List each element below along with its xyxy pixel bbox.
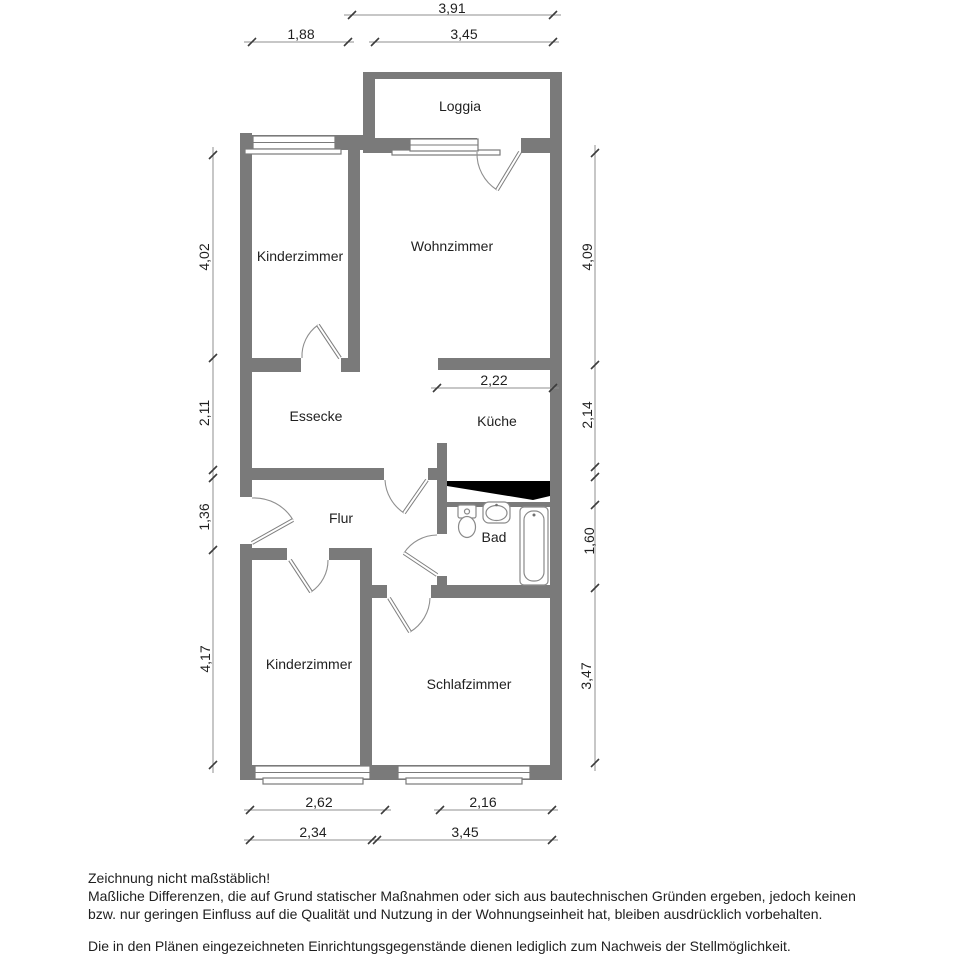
wall-kinderzimmer-schlafzimmer — [360, 548, 372, 780]
dim-kueche-222: 2,22 — [480, 372, 508, 388]
door-loggia — [477, 152, 520, 190]
wall-kinderzimmer-wohnzimmer — [348, 150, 360, 372]
dim-bottom-216: 2,16 — [469, 794, 497, 810]
dim-right-347: 3,47 — [578, 662, 594, 690]
door-entrance — [252, 498, 293, 543]
dim-left-417: 4,17 — [197, 645, 213, 673]
disclaimer-line-1: Zeichnung nicht maßstäblich! — [88, 870, 271, 886]
dim-top-188: 1,88 — [287, 26, 315, 42]
opening-schlafzimmer-door — [387, 584, 431, 599]
dim-left-211: 2,11 — [196, 399, 212, 427]
toilet-icon — [458, 505, 476, 538]
door-schlafzimmer — [389, 598, 430, 632]
dim-right-214: 2,14 — [579, 401, 595, 429]
dim-top-345: 3,45 — [450, 26, 478, 42]
opening-bad-door — [436, 534, 448, 576]
room-label-kueche: Küche — [477, 413, 517, 429]
bathtub-icon — [520, 507, 548, 585]
dim-top-391: 3,91 — [438, 0, 466, 16]
room-label-kinderzimmer-top: Kinderzimmer — [256, 248, 344, 264]
door-essecke — [385, 480, 427, 513]
wall-outer-right — [550, 72, 562, 780]
door-kinderzimmer-top — [302, 325, 340, 358]
dim-bottom-234: 2,34 — [299, 824, 327, 840]
window-schlafzimmer — [398, 766, 530, 784]
wall-wohnzimmer-kueche — [438, 358, 562, 370]
opening-kinderzimmer-bottom-door — [287, 547, 329, 561]
window-kinderzimmer-bottom — [255, 766, 370, 784]
opening-kinderzimmer-top-door — [301, 357, 341, 373]
sink-icon — [483, 502, 510, 523]
room-label-flur: Flur — [328, 510, 354, 526]
room-label-loggia: Loggia — [438, 98, 482, 114]
door-kinderzimmer-bottom — [290, 560, 328, 592]
doors — [252, 152, 520, 632]
dim-bottom-262: 2,62 — [305, 794, 333, 810]
window-kinderzimmer-top — [245, 136, 341, 154]
room-label-kinderzimmer-bottom: Kinderzimmer — [265, 656, 353, 672]
wall-outer-left — [240, 133, 252, 780]
room-label-bad: Bad — [481, 529, 507, 545]
dim-right-160: 1,60 — [581, 527, 597, 555]
door-bad — [404, 535, 437, 575]
room-label-wohnzimmer: Wohnzimmer — [410, 238, 494, 254]
disclaimer-line-4: Die in den Plänen eingezeichneten Einrichtungsgegenstände dienen lediglich zum Nachweis der Stellmöglichkeit. — [88, 938, 791, 954]
disclaimer-line-3: bzw. nur geringen Einfluss auf die Qualität und Nutzung in der Wohnungseinheit hat, bleiben ausdrücklich vorbehalten. — [88, 906, 823, 922]
wall-loggia-top — [363, 72, 562, 79]
dim-left-136: 1,36 — [196, 503, 212, 531]
disclaimer-text — [88, 869, 948, 955]
dim-left-402: 4,02 — [196, 243, 212, 271]
installation-shaft — [447, 481, 550, 500]
wall-kinderzimmer-essecke — [240, 358, 360, 372]
room-label-essecke: Essecke — [289, 408, 343, 424]
disclaimer-line-2: Maßliche Differenzen, die auf Grund statischer Maßnahmen oder sich aus bautechnischen Gründen ergeben, jedoch keinen — [88, 888, 856, 904]
dim-bottom-345: 3,45 — [451, 824, 479, 840]
opening-entrance-door — [239, 497, 253, 544]
opening-essecke-door — [384, 467, 428, 481]
room-label-schlafzimmer: Schlafzimmer — [426, 676, 512, 692]
dim-right-409: 4,09 — [579, 243, 595, 271]
